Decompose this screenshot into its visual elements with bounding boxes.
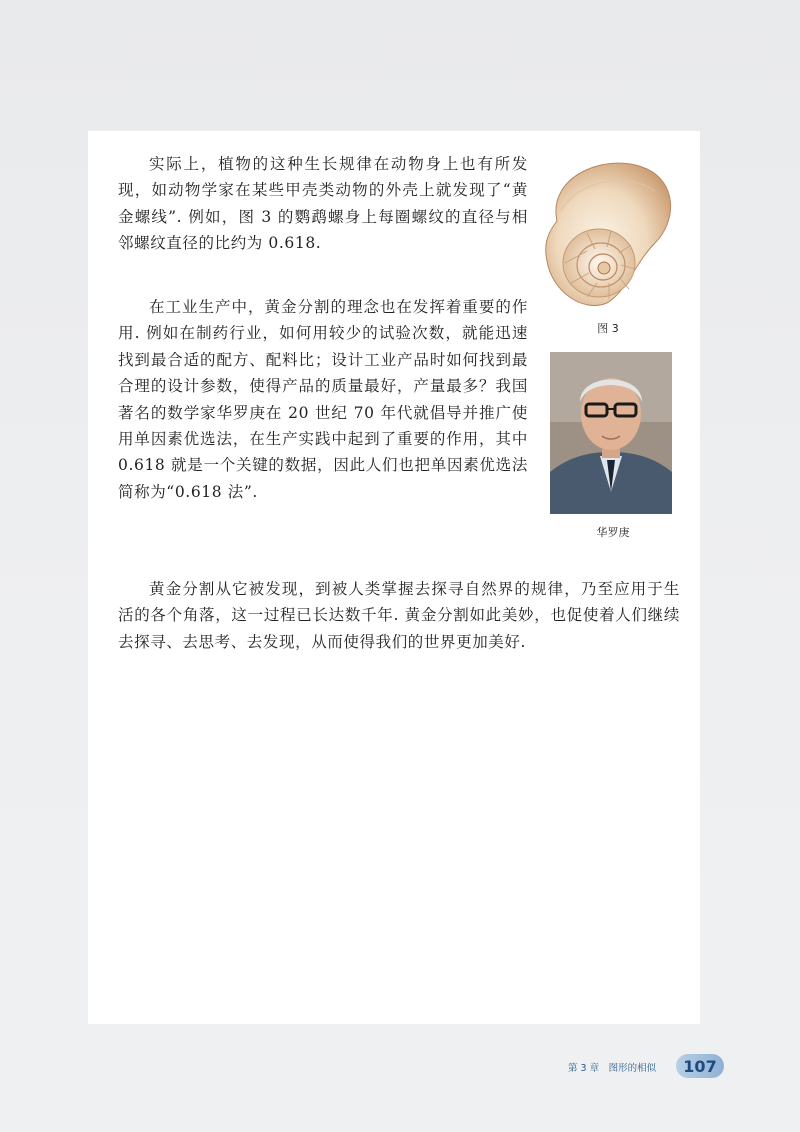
paragraph-industry: 在工业生产中，黄金分割的理念也在发挥着重要的作用. 例如在制药行业，如何用较少的试验次数，就能迅速找到最合适的配方、配料比；设计工业产品时如何找到最合理的设计参数，使得产品的质量最好，产量最多？我国著名的数学家华罗庚在 20 世纪 70 年代就倡导并推广使用单因素优选法，在生产实践中起到了重要的作用，其中 0.618 就是一个关键的数据，因此人们也把单因素优选法简称为“0.618 法”. (118, 298, 528, 501)
nautilus-shell-image (537, 151, 679, 315)
paragraph-conclusion: 黄金分割从它被发现，到被人类掌握去探寻自然界的规律，乃至应用于生活的各个角落，这一过程已长达数千年. 黄金分割如此美妙，也促使着人们继续去探寻、去思考、去发现，从而使得我们的世界更加美好. (118, 580, 680, 651)
paragraph-nautilus: 实际上，植物的这种生长规律在动物身上也有所发现，如动物学家在某些甲壳类动物的外壳上就发现了“黄金螺线”. 例如，图 3 的鹦鹉螺身上每圈螺纹的直径与相邻螺纹直径的比约为 0.618. (118, 155, 528, 253)
portrait-photo (550, 352, 672, 514)
page-number: 107 (683, 1056, 717, 1076)
chapter-label: 第 3 章 图形的相似 (568, 1063, 657, 1074)
figure-3-caption: 图 3 (597, 322, 619, 335)
page-sheet (88, 131, 700, 1024)
portrait-caption: 华罗庚 (596, 526, 630, 539)
page-number-badge (676, 1054, 724, 1078)
page-footer (568, 1052, 728, 1080)
